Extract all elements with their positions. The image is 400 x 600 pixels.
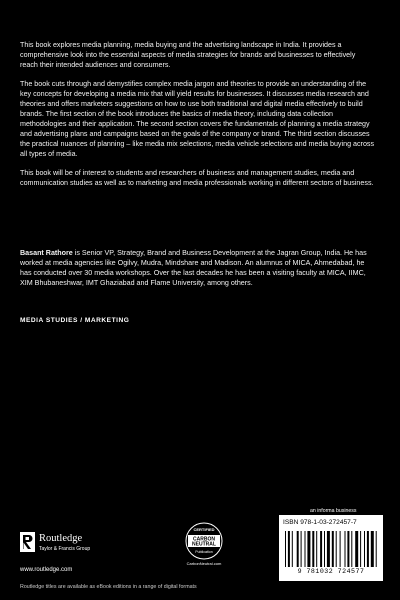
- publication-label: Publication: [195, 550, 213, 554]
- carbon-neutral-badge: [182, 522, 226, 566]
- publisher-name: Routledge: [39, 533, 83, 544]
- ebook-footnote: Routledge titles are available as eBook editions in a range of digital formats: [20, 584, 197, 590]
- isbn-label: ISBN 978-1-03-272457-7: [283, 519, 357, 526]
- book-description: [20, 40, 375, 197]
- carbon-certified-label: CERTIFIED: [193, 527, 215, 532]
- carbon-neutral-url: CarbonNeutral.com: [186, 561, 222, 566]
- description-paragraph-3: This book will be of interest to students and researchers of business and management studies, media and communication studies as well as to marketing and media professionals working in different sectors of business.: [20, 169, 374, 187]
- description-paragraph-2: The book cuts through and demystifies complex media jargon and theories to provide an understanding of the key concepts for developing a media mix that will yield results for businesses. It discusses media research and theories and offers marketers suggestions on how to use both traditional and digital media effectively to build brands. The first section of the book introduces the basics of media theory, including data collection methodologies and their application. The second section covers the fundamentals of planning a media strategy and advertising plans and campaigns based on the goals of the company or brand. The third section discusses the practical nuances of planning – like media mix selections, media vehicle selections and media buying across all types of media.: [20, 80, 375, 158]
- neutral-word-label: NEUTRAL: [192, 541, 216, 548]
- description-paragraph-1: This book explores media planning, media buying and the advertising landscape in India. It provides a comprehensive look into the essential aspects of media strategies for brands and businesses to effectively reach their intended audiences and consumers.: [20, 41, 356, 69]
- author-name: Basant Rathore: [20, 249, 73, 257]
- informa-tagline: an informa business: [310, 508, 357, 514]
- publisher-logo: [20, 532, 130, 562]
- publisher-group: Taylor & Francis Group: [39, 546, 91, 552]
- author-bio: [20, 248, 375, 288]
- barcode-digits: 9 781032 724577: [297, 568, 365, 575]
- carbon-word-label: CARBON: [193, 536, 215, 543]
- publisher-url: www.routledge.com: [20, 567, 73, 573]
- author-bio-text: is Senior VP, Strategy, Brand and Business Development at the Jagran Group, India. He has worked at media agencies like Ogilvy, Mudra, Mindshare and Madison. An alumnus of MICA, Ahmedabad, he has conducted over 30 media workshops. Over the last decades he has been a visiting faculty at MICA, IIMC, XIM Bhubaneshwar, IMT Ghaziabad and Flame University, among others.: [20, 249, 367, 287]
- isbn-barcode-panel: [279, 515, 383, 581]
- barcode: [285, 531, 377, 567]
- routledge-r-icon: [20, 532, 35, 552]
- carbon-neutral-seal-icon: [185, 522, 223, 560]
- subject-category: MEDIA STUDIES / MARKETING: [20, 317, 130, 324]
